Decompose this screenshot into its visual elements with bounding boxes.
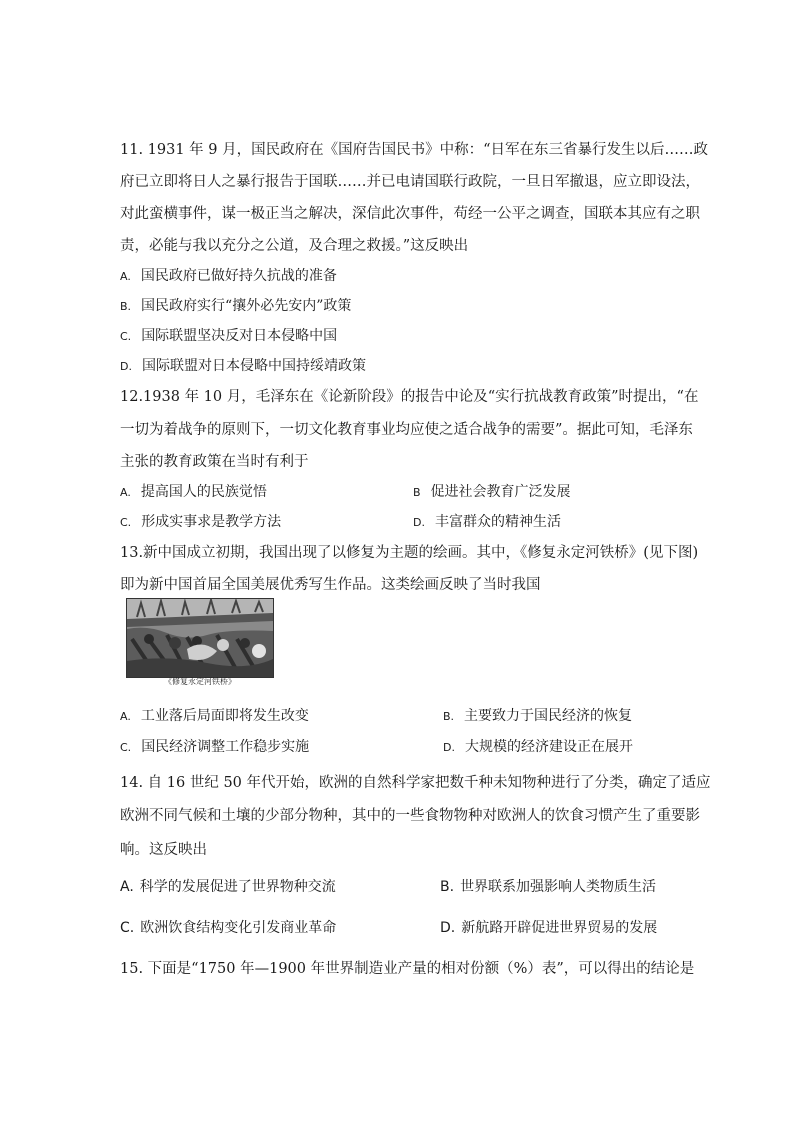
option-text: 促进社会教育广泛发展 [430,484,571,500]
q13-option-d[interactable] [443,737,633,758]
q13-option-c[interactable] [120,737,309,758]
bridge-repair-painting [126,598,274,678]
option-letter: C. [120,920,135,936]
q11-option-b[interactable] [120,296,351,317]
option-text: 欧洲饮食结构变化引发商业革命 [140,920,337,936]
option-text: 科学的发展促进了世界物种交流 [139,879,336,895]
q11-stem-line: 对此蛮横事件，谋一极正当之解决，深信此次事件，苟经一公平之调查，国联本其应有之职 [120,206,700,222]
option-letter: D. [413,516,425,529]
option-letter: C. [120,330,132,343]
q12-option-b[interactable] [413,482,571,503]
painting-image [127,599,273,677]
q14-option-d[interactable] [440,918,657,938]
q14-stem-line: 14. 自 16 世纪 50 年代开始，欧洲的自然科学家把数千种未知物种进行了分类，确定了适应 [120,775,711,791]
q15-stem-line: 15. 下面是“1750 年—1900 年世界制造业产量的相对份额（%）表”，可以得出的结论是 [120,961,695,977]
option-text: 国民政府实行“攘外必先安内”政策 [141,298,352,314]
q12-option-d[interactable] [413,512,561,533]
option-text: 大规模的经济建设正在展开 [464,739,633,755]
q14-option-b[interactable] [440,877,656,897]
option-letter: C. [120,516,132,529]
option-text: 国民经济调整工作稳步实施 [141,739,310,755]
option-text: 国民政府已做好持久抗战的准备 [140,268,337,284]
q13-option-a[interactable] [120,706,309,727]
option-letter: D. [443,741,455,754]
q11-stem-line: 府已立即将日人之暴行报告于国联……并已电请国联行政院，一旦日军撤退，应立即设法， [120,174,700,190]
q11-option-d[interactable] [120,356,366,377]
q14-stem-line: 欧洲不同气候和土壤的少部分物种，其中的一些食物物种对欧洲人的饮食习惯产生了重要影 [120,808,700,824]
option-letter: A. [120,270,131,283]
q12-stem-line: 12.1938 年 10 月，毛泽东在《论新阶段》的报告中论及“实行抗战教育政策”时提出，“在 [120,389,699,405]
option-letter: A. [120,486,131,499]
option-letter: C. [120,741,132,754]
q11-option-c[interactable] [120,326,337,347]
q13-stem-line: 即为新中国首届全国美展优秀写生作品。这类绘画反映了当时我国 [120,577,541,593]
option-letter: D. [120,360,132,373]
q12-option-c[interactable] [120,512,281,533]
q14-stem-line: 响。这反映出 [120,842,207,858]
option-letter: B. [120,300,132,313]
option-letter: A. [120,710,131,723]
option-text: 工业落后局面即将发生改变 [140,708,309,724]
option-text: 丰富群众的精神生活 [434,514,561,530]
q12-stem-line: 一切为着战争的原则下，一切文化教育事业均应使之适合战争的需要”。据此可知，毛泽东 [120,422,693,438]
q14-option-a[interactable] [120,877,336,897]
q13-stem-line: 13.新中国成立初期，我国出现了以修复为主题的绘画。其中，《修复永定河铁桥》(见下图) [120,545,699,561]
option-letter: D. [440,920,456,936]
figure-caption: 《修复永定河铁桥》 [164,677,236,686]
q11-option-a[interactable] [120,266,337,287]
option-text: 主要致力于国民经济的恢复 [464,708,633,724]
option-text: 国际联盟对日本侵略中国持绥靖政策 [141,358,366,374]
option-letter: A. [120,879,134,895]
option-text: 形成实事求是教学方法 [141,514,282,530]
q12-stem-line: 主张的教育政策在当时有利于 [120,454,309,470]
option-text: 国际联盟坚决反对日本侵略中国 [141,328,338,344]
option-text: 提高国人的民族觉悟 [140,484,267,500]
q12-option-a[interactable] [120,482,267,503]
option-letter: B. [440,879,455,895]
option-text: 新航路开辟促进世界贸易的发展 [461,920,658,936]
q11-stem-line: 11. 1931 年 9 月，国民政府在《国府告国民书》中称：“日军在东三省暴行发生以后……政 [120,142,709,158]
option-letter: B. [443,710,455,723]
option-text: 世界联系加强影响人类物质生活 [460,879,657,895]
q13-figure [126,598,274,688]
q13-option-b[interactable] [443,706,632,727]
q14-option-c[interactable] [120,918,336,938]
q11-stem-line: 责，必能与我以充分之公道，及合理之救援。”这反映出 [120,238,469,254]
option-letter: B [413,486,421,499]
